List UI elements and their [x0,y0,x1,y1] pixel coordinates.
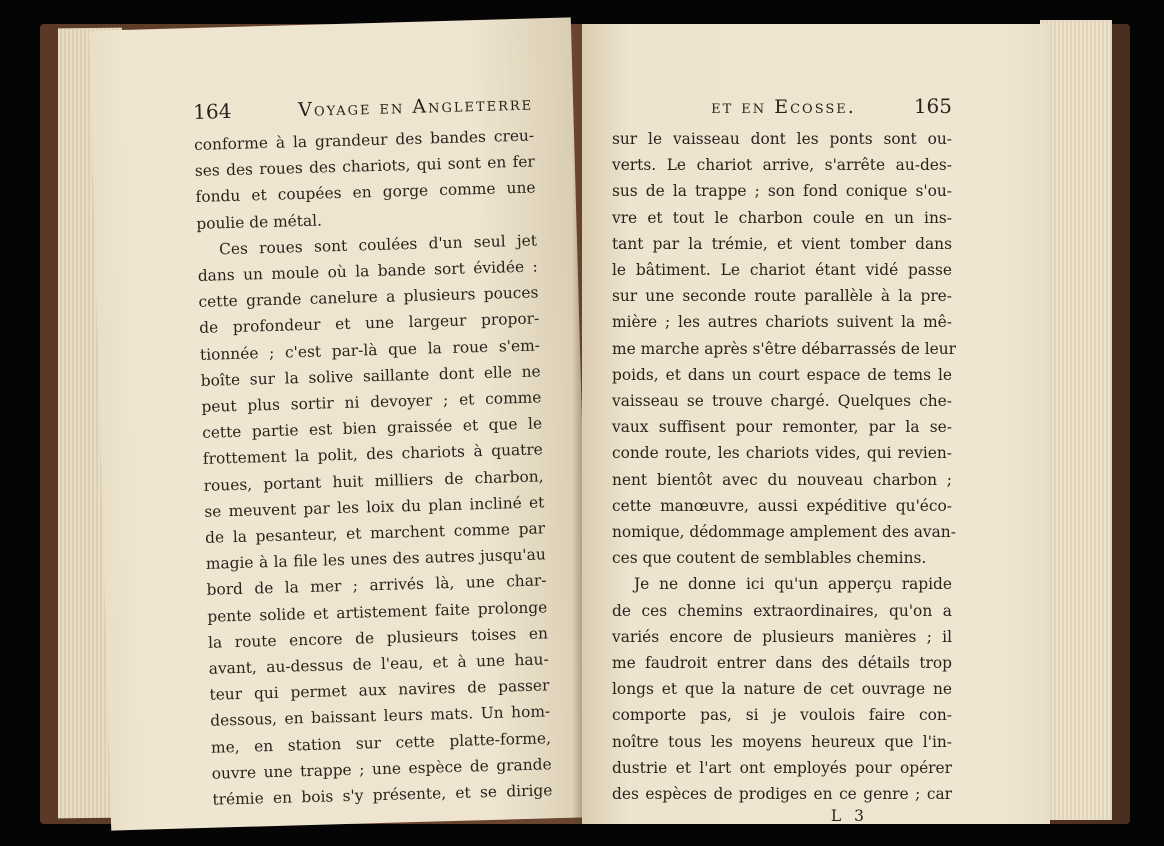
text-line: boîte sur la solive saillante dont elle ne [200,362,541,390]
text-line: dessous, en baissant leurs mats. Un hom- [209,702,551,731]
left-running-title: Voyage en Angleterre [297,92,534,122]
text-line: tant par la trémie, et vient tomber dans [612,234,952,253]
text-line: ses des roues des chariots, qui sont en fer [194,152,536,181]
text-line: sus de la trappe ; son fond conique s'ou- [612,182,952,201]
text-line: mière ; les autres chariots suivent la mê- [612,313,952,332]
text-line: teur qui permet aux navires de passer [209,676,550,705]
text-line: vaux suffisent pour remonter, par la se- [612,418,952,437]
text-line: dustrie et l'art ont employés pour opérer [612,758,952,777]
text-line: poids, et dans un court espace de tems le [612,365,952,384]
text-line: verts. Le chariot arrive, s'arrête au-des- [612,156,952,175]
text-line: noître tous les moyens heureux que l'in- [612,732,952,751]
paragraph-block [612,126,957,807]
text-line: de ces chemins extraordinaires, qu'on a [612,601,952,620]
text-line: me, en station sur cette platte-forme, [210,728,552,757]
text-line: me faudroit entrer dans des détails trop [612,654,952,673]
text-line: trémie en bois s'y présente, et se dirige [212,781,553,809]
text-line: dans un moule où la bande sort évidée : [197,257,538,285]
text-line: frottement la polit, des chariots à quatre [202,440,544,469]
text-line: me marche après s'être débarrassés de leur [612,339,957,358]
text-line: le bâtiment. Le chariot étant vidé passe [612,261,952,280]
text-line: Je ne donne ici qu'un apperçu rapide [634,575,952,594]
text-line: avant, au-dessus de l'eau, et à une hau- [208,650,549,678]
text-line: longs et que la nature de cet ouvrage ne [612,680,952,699]
text-line: se meuvent par les loix du plan incliné et [204,493,545,521]
signature-mark: L 3 [830,807,868,826]
text-line: de la pesanteur, et marchent comme par [204,519,546,547]
text-line: cette partie est bien graissée et que le [201,414,543,443]
text-line: vaisseau se trouve chargé. Quelques che- [612,392,952,411]
right-page [582,24,1050,824]
text-line: magie à la file les unes des autres jusqu'au [205,545,546,574]
text-line: sur une seconde route parallèle à la pre- [612,287,952,306]
text-line: comporte pas, si je voulois faire con- [612,706,952,725]
text-line: variés encore de plusieurs manières ; il [612,627,952,646]
text-line: nomique, dédommage amplement des avan- [612,523,956,542]
text-line: vre et tout le charbon coule en un ins- [612,208,952,227]
left-page [89,17,593,830]
left-page-number: 164 [192,98,232,124]
text-line: la route encore de plusieurs toises en [207,624,549,652]
text-line: Ces roues sont coulées d'un seul jet [218,231,538,259]
text-line: des espèces de prodiges en ce genre ; car [612,785,952,804]
text-line: conforme à la grandeur des bandes creu- [193,126,535,154]
left-page-header [193,91,534,126]
text-line: conde route, les chariots vides, qui revien- [612,444,952,463]
text-line: nent bientôt avec du nouveau charbon ; [612,470,952,489]
text-line: pente solide et artistement faite prolonge [207,597,548,626]
text-line: tionnée ; c'est par-là que la roue s'em- [199,336,541,364]
text-line: cette grande canelure a plusieurs pouces [198,283,539,312]
text-line: bord de la mer ; arrivés là, une char- [206,571,547,600]
text-line: de profondeur et une largeur propor- [199,309,540,338]
text-line: sur le vaisseau dont les ponts sont ou- [612,130,952,148]
right-page-number: 165 [913,94,952,118]
left-page-text [194,123,553,814]
right-running-title: et en Ecosse. [711,96,856,118]
text-line: ces que coutent de semblables chemins. [612,549,927,568]
paragraph-block [194,123,553,814]
text-line: cette manœuvre, aussi expéditive qu'éco- [612,496,952,515]
right-page-text [612,126,957,807]
right-page-header [612,94,952,120]
text-line: fondu et coupées en gorge comme une [195,178,536,207]
text-line: peut plus sortir ni devoyer ; et comme [201,388,542,416]
text-line: roues, portant huit milliers de charbon, [203,467,544,495]
text-line: poulie de métal. [196,211,323,233]
text-line: ouvre une trappe ; une espèce de grande [211,755,552,783]
page-block-right [1040,20,1112,820]
